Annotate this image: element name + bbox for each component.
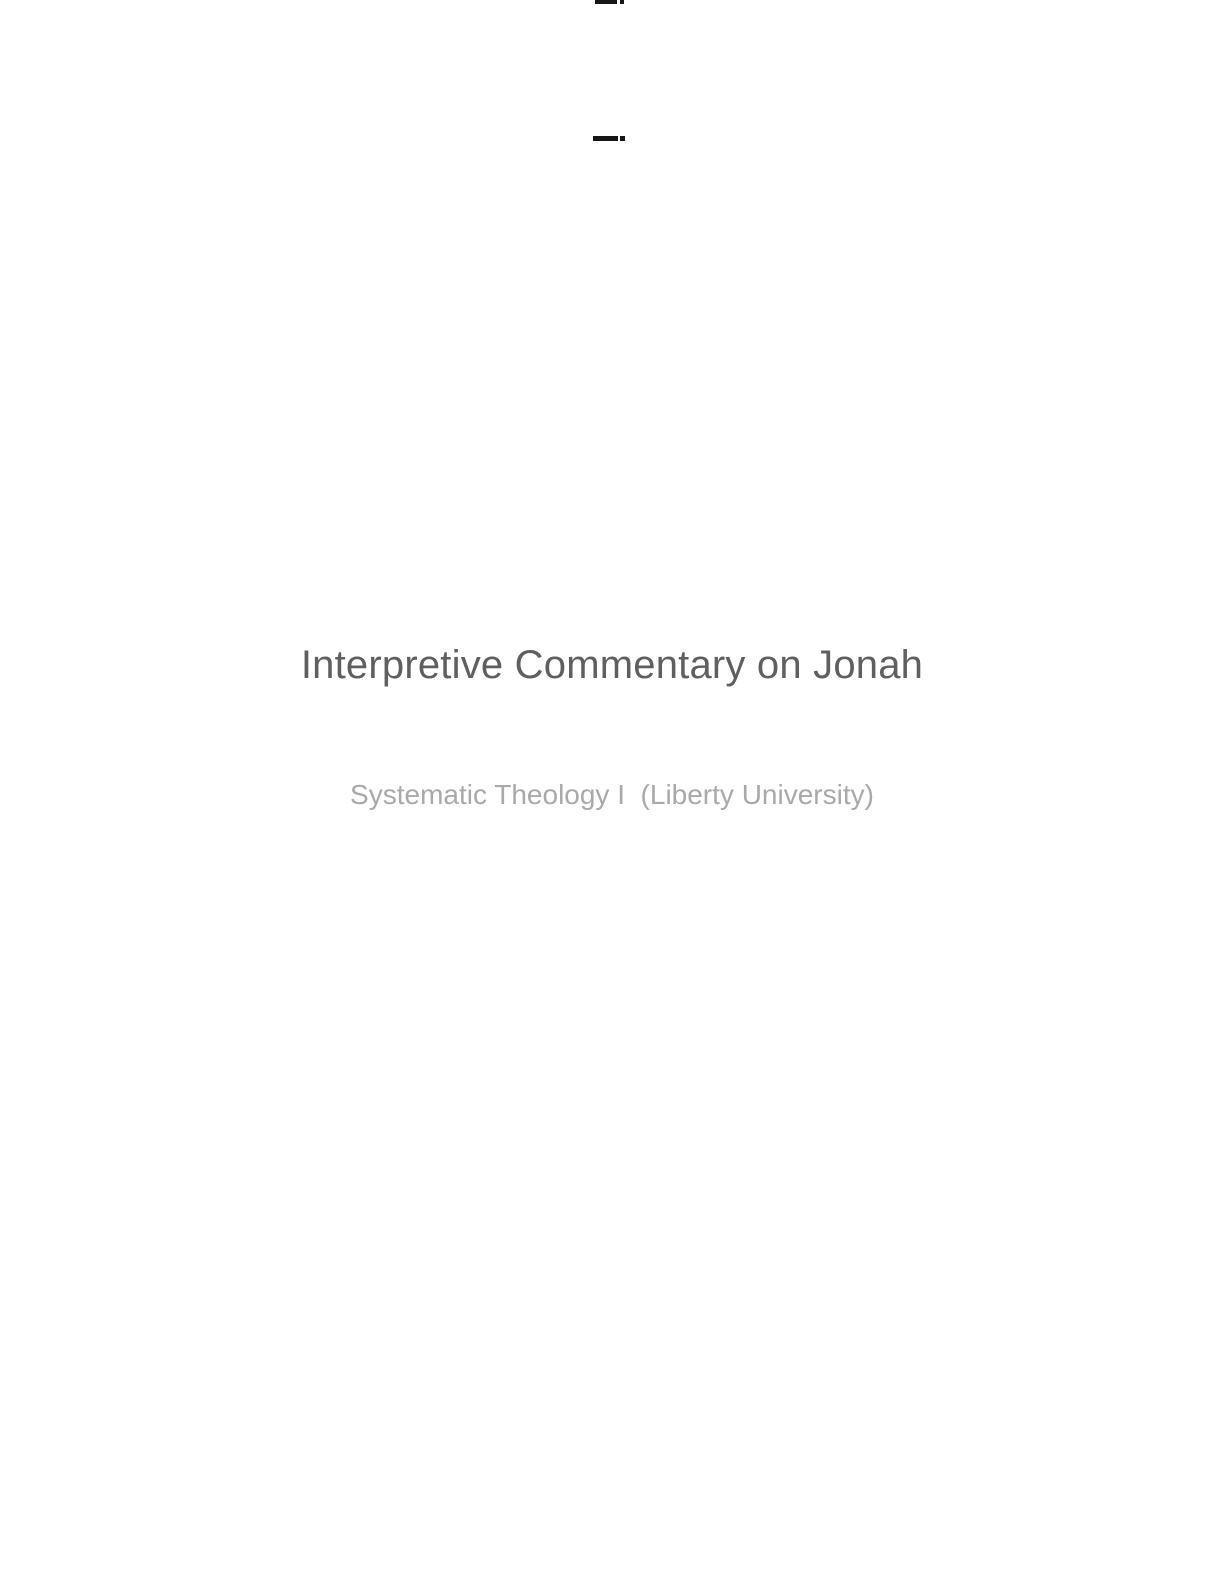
course-subtitle: Systematic Theology I (Liberty University) — [350, 779, 874, 810]
artifact-dot — [620, 0, 624, 4]
cropped-text-artifact-second — [593, 136, 625, 141]
artifact-bar — [595, 0, 617, 4]
artifact-bar — [593, 136, 618, 141]
artifact-dot — [620, 136, 625, 141]
cropped-text-artifact-top — [595, 0, 624, 4]
document-title: Interpretive Commentary on Jonah — [300, 643, 924, 687]
